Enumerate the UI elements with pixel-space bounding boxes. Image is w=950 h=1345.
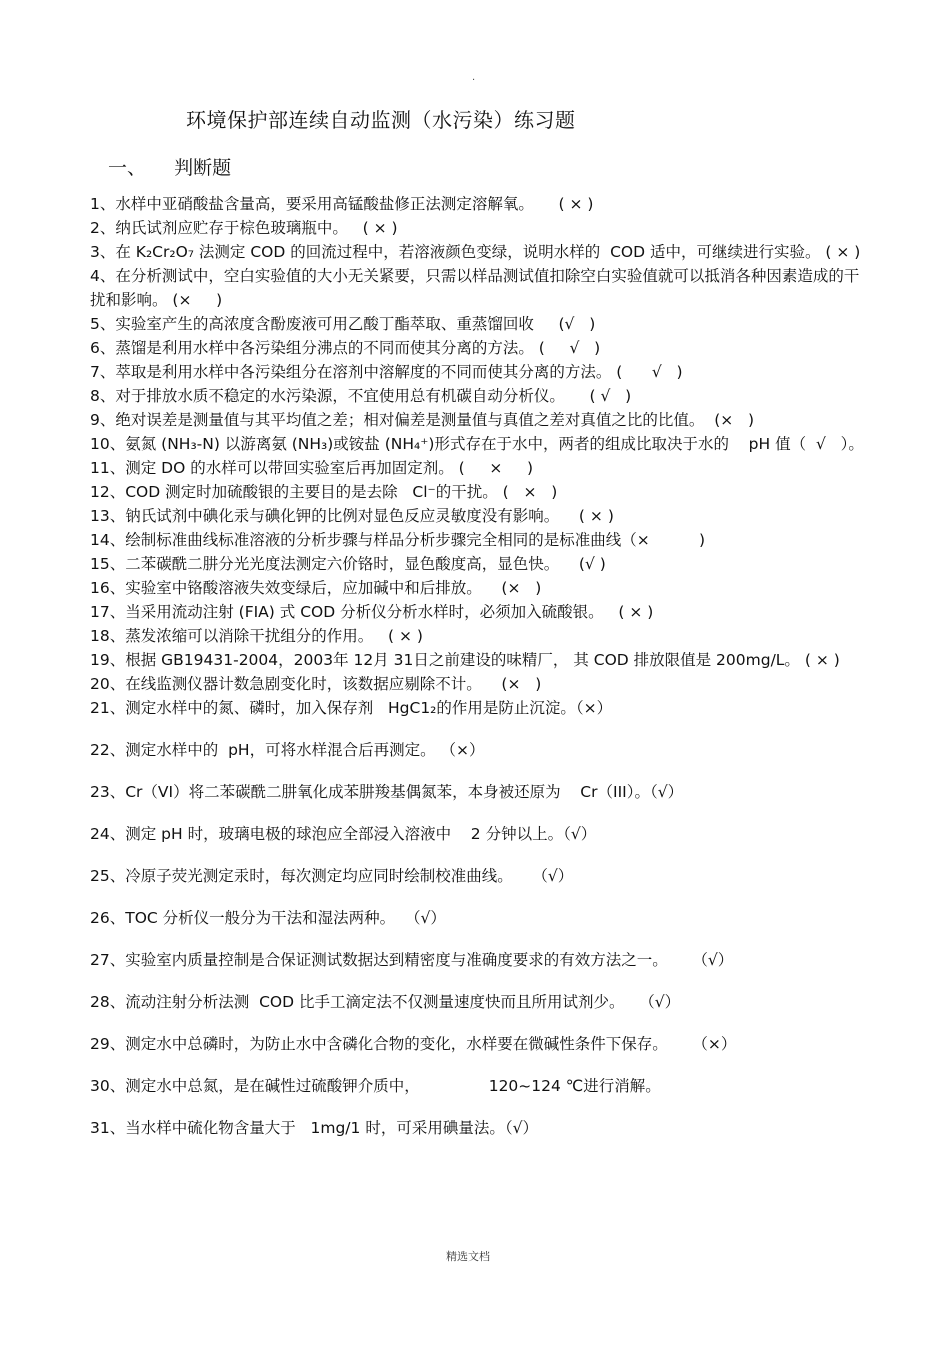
question-item: 25、冷原子荧光测定汞时，每次测定均应同时绘制校准曲线。 （√） [90, 867, 574, 885]
question-item: 20、在线监测仪器计数急剧变化时，该数据应剔除不计。 (× ) [90, 675, 542, 693]
top-mark: . [472, 72, 476, 83]
question-item: 17、当采用流动注射 (FIA) 式 COD 分析仪分析水样时，必须加入硫酸银。 ( × ) [90, 603, 654, 621]
question-item: 5、实验室产生的高浓度含酚废液可用乙酸丁酯萃取、重蒸馏回收 (√ ) [90, 315, 596, 333]
question-item: 31、当水样中硫化物含量大于 1mg/1 时，可采用碘量法。（√） [90, 1119, 538, 1137]
section-heading [108, 153, 231, 180]
question-list [90, 192, 870, 1140]
section-number: 一、 [108, 157, 147, 179]
question-item: 1、水样中亚硝酸盐含量高，要采用高锰酸盐修正法测定溶解氧。 ( × ) [90, 195, 594, 213]
question-item: 24、测定 pH 时，玻璃电极的球泡应全部浸入溶液中 2 分钟以上。（√） [90, 825, 597, 843]
section-label: 判断题 [174, 157, 232, 179]
question-item: 30、测定水中总氮，是在碱性过硫酸钾介质中， 120~124 ℃进行消解。 [90, 1077, 661, 1095]
question-item: 6、蒸馏是利用水样中各污染组分沸点的不同而使其分离的方法。 ( √ ) [90, 339, 601, 357]
question-item: 10、氨氮 (NH₃-N) 以游离氨 (NH₃)或铵盐 (NH₄⁺)形式存在于水中，两者的组成比取决于水的 pH 值（ √ ）。 [90, 435, 864, 453]
question-item: 26、TOC 分析仪一般分为干法和湿法两种。 （√） [90, 909, 446, 927]
question-item: 16、实验室中铬酸溶液失效变绿后，应加碱中和后排放。 (× ) [90, 579, 542, 597]
question-item: 28、流动注射分析法测 COD 比手工滴定法不仅测量速度快而且所用试剂少。 （√） [90, 993, 681, 1011]
question-item: 4、在分析测试中，空白实验值的大小无关紧要，只需以样品测试值扣除空白实验值就可以抵消各种因素造成的干扰和影响。 (× ) [90, 267, 860, 309]
question-item: 12、COD 测定时加硫酸银的主要目的是去除 Cl⁻的干扰。 ( × ) [90, 483, 558, 501]
question-item: 27、实验室内质量控制是合保证测试数据达到精密度与准确度要求的有效方法之一。 （√） [90, 951, 734, 969]
question-item: 14、绘制标准曲线标准溶液的分析步骤与样品分析步骤完全相同的是标准曲线（× ) [90, 531, 706, 549]
question-item: 9、绝对误差是测量值与其平均值之差；相对偏差是测量值与真值之差对真值之比的比值。 (× ) [90, 411, 755, 429]
question-item: 3、在 K₂Cr₂O₇ 法测定 COD 的回流过程中，若溶液颜色变绿，说明水样的 COD 适中，可继续进行实验。 ( × ) [90, 243, 861, 261]
question-item: 23、Cr（VI）将二苯碳酰二肼氧化成苯肼羧基偶氮苯，本身被还原为 Cr（III）。（√） [90, 783, 684, 801]
page-footer: 精选文档 [446, 1250, 490, 1263]
question-item: 18、蒸发浓缩可以消除干扰组分的作用。 ( × ) [90, 627, 423, 645]
question-item: 21、测定水样中的氮、磷时，加入保存剂 HgC1₂的作用是防止沉淀。（×） [90, 699, 613, 717]
question-item: 2、纳氏试剂应贮存于棕色玻璃瓶中。 ( × ) [90, 219, 398, 237]
question-item: 22、测定水样中的 pH，可将水样混合后再测定。 （×） [90, 741, 485, 759]
question-item: 7、萃取是利用水样中各污染组分在溶剂中溶解度的不同而使其分离的方法。 ( √ ) [90, 363, 683, 381]
question-item: 15、二苯碳酰二肼分光光度法测定六价铬时，显色酸度高，显色快。 (√ ) [90, 555, 606, 573]
question-item: 11、测定 DO 的水样可以带回实验室后再加固定剂。 ( × ) [90, 459, 533, 477]
question-item: 13、钠氏试剂中碘化汞与碘化钾的比例对显色反应灵敏度没有影响。 ( × ) [90, 507, 614, 525]
question-item: 29、测定水中总磷时，为防止水中含磷化合物的变化，水样要在微碱性条件下保存。 （×） [90, 1035, 737, 1053]
question-item: 8、对于排放水质不稳定的水污染源，不宜使用总有机碳自动分析仪。 ( √ ) [90, 387, 632, 405]
question-item: 19、根据 GB19431-2004，2003年 12月 31日之前建设的味精厂， 其 COD 排放限值是 200mg/L。 ( × ) [90, 651, 840, 669]
document-title: 环境保护部连续自动监测（水污染）练习题 [186, 108, 576, 132]
